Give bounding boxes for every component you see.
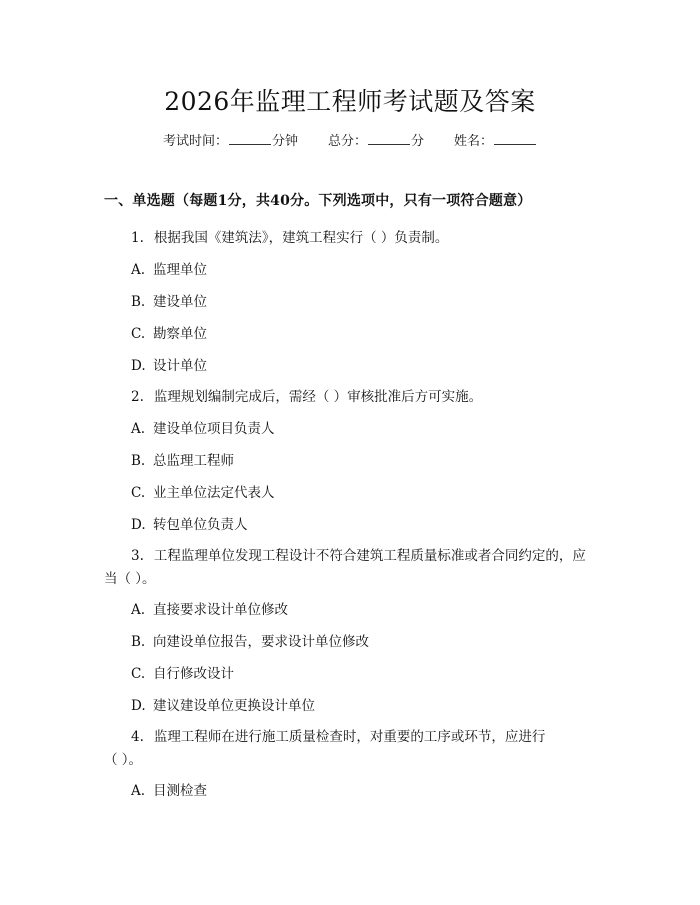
name-field — [454, 130, 537, 149]
option-2c — [131, 481, 275, 501]
option-text: 勘察单位 — [153, 326, 207, 342]
option-text: 业主单位法定代表人 — [153, 485, 275, 501]
question-2 — [131, 385, 482, 405]
question-4-continued: （ ）。 — [104, 752, 143, 768]
question-number: 3. — [131, 548, 144, 564]
option-4a — [131, 779, 207, 799]
question-4 — [131, 725, 545, 745]
total-score-label: 总分： — [327, 134, 367, 149]
question-number: 1. — [131, 230, 144, 246]
question-1 — [131, 226, 448, 246]
exam-info-row — [0, 130, 700, 149]
option-text: 自行修改设计 — [153, 666, 234, 682]
option-letter: A. — [131, 421, 146, 437]
question-text: 工程监理单位发现工程设计不符合建筑工程质量标准或者合同约定的，应 — [153, 548, 586, 564]
question-text: 根据我国《建筑法》，建筑工程实行（ ）负责制。 — [153, 230, 449, 246]
total-score-blank — [368, 132, 410, 145]
option-letter: B. — [131, 453, 146, 469]
section-heading: 一、单选题（每题1分，共40分。下列选项中，只有一项符合题意） — [104, 193, 532, 209]
option-text: 直接要求设计单位修改 — [153, 602, 288, 618]
option-3b — [131, 630, 369, 650]
option-text: 建设单位项目负责人 — [153, 421, 275, 437]
option-letter: C. — [131, 326, 146, 342]
total-score-field — [328, 130, 424, 149]
option-letter: C. — [131, 666, 146, 682]
option-letter: D. — [131, 517, 146, 533]
option-1d — [131, 354, 207, 374]
option-1b — [131, 290, 207, 310]
option-3c — [131, 662, 234, 682]
option-3d — [131, 694, 315, 714]
question-text: 监理工程师在进行施工质量检查时，对重要的工序或环节，应进行 — [153, 729, 546, 745]
exam-time-unit: 分钟 — [271, 134, 298, 149]
option-2d — [131, 513, 248, 533]
option-letter: A. — [131, 262, 146, 278]
option-text: 建议建设单位更换设计单位 — [153, 698, 315, 714]
option-letter: C. — [131, 485, 146, 501]
option-2b — [131, 449, 234, 469]
option-2a — [131, 417, 275, 437]
option-letter: B. — [131, 294, 146, 310]
option-text: 建设单位 — [153, 294, 207, 310]
option-text: 监理单位 — [153, 262, 207, 278]
total-score-unit: 分 — [411, 134, 425, 149]
option-1a — [131, 258, 207, 278]
exam-time-label: 考试时间： — [162, 134, 228, 149]
option-text: 目测检查 — [153, 783, 207, 799]
option-text: 设计单位 — [153, 358, 207, 374]
option-letter: A. — [131, 783, 146, 799]
option-1c — [131, 322, 207, 342]
question-3-continued: 当（ ）。 — [104, 571, 156, 587]
option-text: 转包单位负责人 — [153, 517, 248, 533]
name-blank — [494, 132, 536, 145]
option-letter: A. — [131, 602, 146, 618]
name-label: 姓名： — [454, 134, 494, 149]
exam-time-field — [163, 130, 298, 149]
option-letter: B. — [131, 634, 146, 650]
question-3 — [131, 544, 586, 564]
exam-time-blank — [229, 132, 271, 145]
option-letter: D. — [131, 698, 146, 714]
document-title: 2026年监理工程师考试题及答案 — [164, 87, 536, 116]
question-text: 监理规划编制完成后，需经（ ）审核批准后方可实施。 — [153, 389, 483, 405]
option-text: 向建设单位报告，要求设计单位修改 — [153, 634, 369, 650]
question-number: 2. — [131, 389, 144, 405]
option-text: 总监理工程师 — [153, 453, 234, 469]
question-number: 4. — [131, 729, 144, 745]
option-letter: D. — [131, 358, 146, 374]
option-3a — [131, 598, 288, 618]
